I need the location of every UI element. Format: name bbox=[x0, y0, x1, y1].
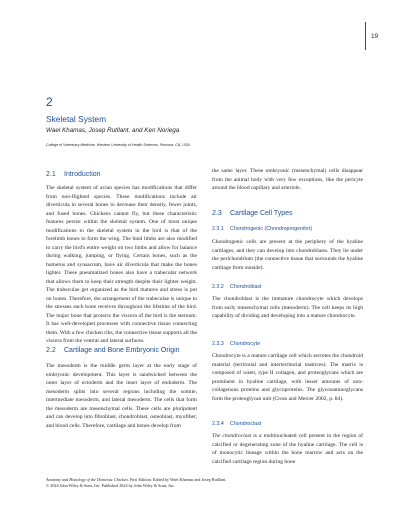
section-heading-introduction bbox=[46, 171, 101, 178]
section-title: Cartilage and Bone Embryonic Origin bbox=[64, 347, 180, 354]
chondroclast-text: is a multinucleated cell present in the region of calcified or degenerating zone of the hyaline cartilage. The cell is of monocytic lineage within the bone marrow and acts on the calcified cartilage region during bone bbox=[212, 433, 363, 465]
subsection-title: Chondrogenic (Chondroprogenitor) bbox=[230, 226, 313, 232]
footer-edition: , First Edition. Edited by Wael Khamas and Josep Rutllant. bbox=[127, 477, 227, 482]
chondroclast-term: The chondroclast bbox=[212, 433, 252, 439]
embryo-paragraph-continued: the same layer. These embryonic (mesenchymal) cells disappear from the animal body with very few exceptions, like the pericyte around the blood capillary and arteriole. bbox=[212, 168, 363, 191]
footer-copyright: © 2024 John Wiley & Sons, Inc. Published 2024 by John Wiley & Sons, Inc. bbox=[46, 482, 175, 488]
subsection-heading-chondroclast bbox=[212, 421, 261, 427]
section-number: 2.3 bbox=[212, 210, 222, 217]
subsection-number: 2.3.3 bbox=[212, 341, 224, 347]
chondroblast-paragraph: The chondroblast is the immature chondrocyte which develops from early mesenchymal cells (mesoderm). The cell keeps its high capability of dividing and developing into a mature chondrocyte. bbox=[212, 296, 363, 319]
chapter-authors: Wael Khamas, Josep Rutllant, and Ken Noriega bbox=[46, 127, 180, 134]
section-number: 2.1 bbox=[46, 171, 56, 178]
section-heading-cartilage-cell-types bbox=[212, 210, 293, 217]
author-affiliation: College of Veterinary Medicine, Western University of Health Sciences, Pomona, CA, USA bbox=[46, 143, 190, 147]
chapter-number: 2 bbox=[46, 95, 53, 109]
header-rule bbox=[365, 22, 366, 50]
section-title: Introduction bbox=[64, 171, 101, 178]
footer-book-title: Anatomy and Histology of the Domestic Chicken bbox=[46, 477, 128, 482]
chondrocyte-paragraph: Chondrocyte is a mature cartilage cell which secretes the chondroid material (territorial and interterritorial matrices). The matrix is composed of water, type II collagen, and proteoglycans which are prominent in hyaline cartilage, with lesser amounts of non-collagenous proteins and glycoproteins. The glycosaminoglycans form the proteoglycan unit (Cross and Mercer 2002, p. 84). bbox=[212, 353, 363, 402]
subsection-number: 2.3.1 bbox=[212, 226, 224, 232]
subsection-heading-chondroblast bbox=[212, 284, 262, 290]
subsection-title: Chondroblast bbox=[230, 284, 262, 290]
section-title: Cartilage Cell Types bbox=[230, 210, 293, 217]
page-number: 19 bbox=[371, 33, 379, 40]
page-footer bbox=[46, 477, 346, 489]
subsection-title: Chondroclast bbox=[230, 421, 262, 427]
subsection-heading-chondrocyte bbox=[212, 341, 260, 347]
intro-paragraph: The skeletal system of avian species has modifications that differ from non-flighted species. These modifications include air diverticula in several bones to decrease their density, fewer joints, and fused bones. Chickens cannot fly, but these characteristic features persist within the skeletal system. One of most unique modifications to the skeletal system in the bird is that of the forelimb bones to form the wing. The hind limbs are also modified to carry the bird's entire weight on two limbs and allow for balance during walking, jumping, or flying. Certain bones, such as the humerus and synsacrum, have air diverticula that make the bones lighter. These pneumatized bones also have a trabecular network that allows them to keep their strength despite their lighter weight. The trabeculae get organized as the bird matures and stress is put on bones. Therefore, the arrangement of the trabeculae is unique to the stresses each bone receives throughout the lifetime of the bird. The major bone that protects the viscera of the bird is the sternum. It has well-developed processes with connective tissue connecting them. With a few chicken ribs, the connective tissue supports all the viscera from the ventral and lateral surfaces. bbox=[46, 185, 197, 344]
section-heading-embryonic-origin bbox=[46, 347, 180, 354]
subsection-heading-chondrogenic bbox=[212, 226, 312, 232]
subsection-title: Chondrocyte bbox=[230, 341, 261, 347]
section-number: 2.2 bbox=[46, 347, 56, 354]
subsection-number: 2.3.4 bbox=[212, 421, 224, 427]
subsection-number: 2.3.2 bbox=[212, 284, 224, 290]
chondrogenic-paragraph: Chondrogenic cells are present at the periphery of the hyaline cartilages, and they can develop into chondroblasts. They lie under the perichondrium (the connective tissue that surrounds the hyaline cartilage from outside). bbox=[212, 239, 363, 271]
chondroclast-paragraph bbox=[212, 432, 363, 466]
chapter-title: Skeletal System bbox=[46, 114, 107, 124]
embryo-paragraph: The mesoderm is the middle germ layer at the early stage of embryonic development. This layer is sandwiched between the outer layer of ectoderm and the inner layer of endoderm. The mesoderm splits into several regions including the somite, intermediate mesoderm, and lateral mesoderm. The cells that form the mesoderm are mesenchymal cells. These cells are pluripotent and can develop into fibroblast, chondroblast, osteoblast, myofiber, and blood cells. Therefore, cartilage and bones develop from bbox=[46, 363, 197, 429]
